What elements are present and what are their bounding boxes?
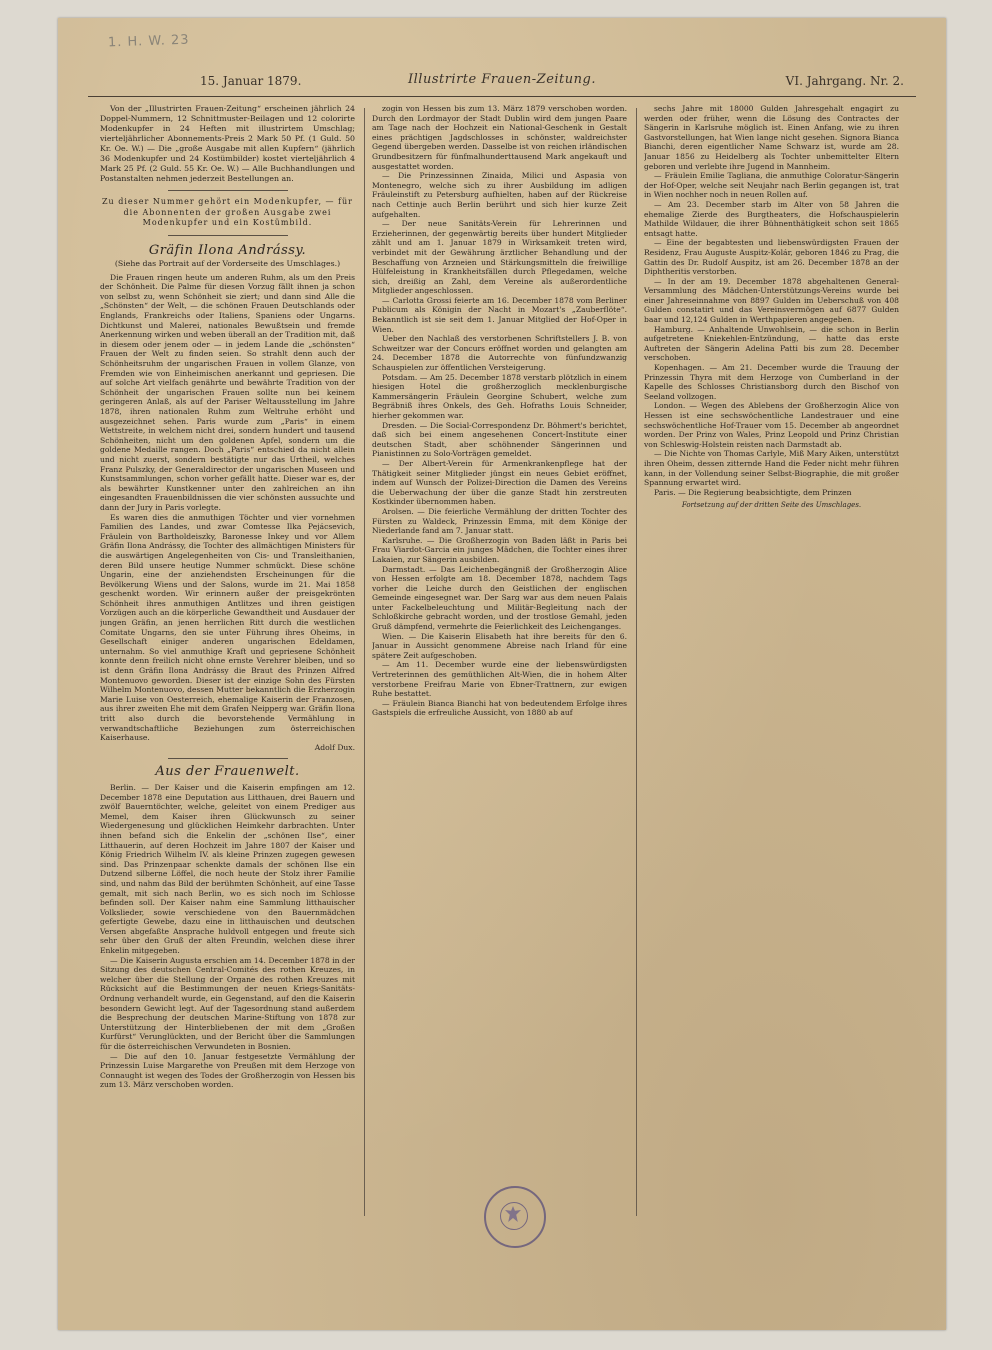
- news-paragraph: — Am 23. December starb im Alter von 58 Jahren die ehemalige Zierde des Burgtheaters, die Hofschauspielerin Mathilde Wildauer, die ihrer Bühnenthätigkeit schon seit 1865 entsagt hatte.: [644, 199, 899, 238]
- news-paragraph: — Die auf den 10. Januar festgesetzte Vermählung der Prinzessin Luise Margarethe von Preußen mit dem Herzoge von Connaught ist wegen des Todes der Großherzogin von Hessen bis zum 13. März verschoben worden.: [100, 1051, 355, 1090]
- news-paragraph: Arolsen. — Die feierliche Vermählung der dritten Tochter des Fürsten zu Waldeck, Prinzessin Emma, mit dem Könige der Niederlande fand am 7. Januar statt.: [372, 506, 627, 536]
- divider: [168, 758, 288, 759]
- column-3: [644, 104, 899, 1224]
- newspaper-page: [58, 18, 946, 1330]
- subscription-notice: Von der „Illustrirten Frauen-Zeitung“ erscheinen jährlich 24 Doppel-Nummern, 12 Schnittmuster-Beilagen und 12 colorirte Modenkupfer in 24 Heften mit illustrirtem Umschlag; vierteljährlicher Abonnements-Preis 2 Mark 50 Pf. (1 Guld. 50 Kr. Oe. W.) — Die „große Ausgabe mit allen Kupfern“ (jährlich 36 Modenkupfer und 24 Kostümbilder) kostet vierteljährlich 4 Mark 25 Pf. (2 Guld. 55 Kr. Oe. W.) — Alle Buchhandlungen und Postanstalten nehmen jederzeit Bestellungen an.: [100, 104, 355, 183]
- news-paragraph: Wien. — Die Kaiserin Elisabeth hat ihre bereits für den 6. Januar in Aussicht genommene Abreise nach Irland für eine spätere Zeit aufgeschoben.: [372, 631, 627, 660]
- column-1: [100, 104, 355, 1224]
- news-paragraph: Ueber den Nachlaß des verstorbenen Schriftstellers J. B. von Schweitzer war der Concurs eröffnet worden und gelangten am 24. December 1878 die Autorrechte von fünfundzwanzig Schauspielen zur öffentlichen Versteigerung.: [372, 334, 627, 373]
- continuation-note: Fortsetzung auf der dritten Seite des Umschlages.: [681, 501, 862, 510]
- news-paragraph: — Der Albert-Verein für Armenkrankenpflege hat der Thätigkeit seiner Mitglieder jüngst ein neues Gebiet eröffnet, indem auf Wunsch der Polizei-Direction die Damen des Vereins die Ueberwachung der über die ganze Stadt hin zerstreuten Kostkinder übernommen haben.: [372, 458, 627, 507]
- header-title: Illustrirte Frauen-Zeitung.: [408, 72, 596, 87]
- news-paragraph: — Carlotta Grossi feierte am 16. December 1878 vom Berliner Publicum als Königin der Nacht in Mozart's „Zauberflöte“. Bekanntlich ist sie seit dem 1. Januar Mitglied der Hof-Oper in Wien.: [372, 295, 627, 334]
- news-paragraph: — In der am 19. December 1878 abgehaltenen General-Versammlung des Mädchen-Unterstützungs-Vereins wurde bei einer Jahreseinnahme von 8897 Gulden im Ueberschuß von 408 Gulden constatirt und das Vereinsvermögen auf 6877 Gulden baar und 12,124 Gulden in Werthpapieren angegeben.: [644, 276, 899, 325]
- header-date: 15. Januar 1879.: [200, 74, 302, 88]
- news-paragraph: — Die Kaiserin Augusta erschien am 14. December 1878 in der Sitzung des deutschen Central-Comités des rothen Kreuzes, in welcher über die Stellung der Organe des rothen Kreuzes mit Rücksicht auf die Bestimmungen der neuen Kriegs-Sanitäts-Ordnung verhandelt wurde, ein Gegenstand, auf den die Kaiserin besondern Gewicht legt. Auf der Tagesordnung stand außerdem die Besprechung der deutschen Marine-Stiftung von 1878 zur Unterstützung der Hinterbliebenen der mit dem „Großen Kurfürst“ Verunglückten, und der Bericht über die Sammlungen für die österreichischen Verwundeten in Bosnien.: [100, 955, 355, 1051]
- news-paragraph: — Die Prinzessinnen Zinaida, Milici und Aspasia von Montenegro, welche sich zu ihrer Ausbildung im adligen Fräuleinstift zu Petersburg aufhielten, haben auf der Rückreise nach Cettinje auch Berlin berührt und sich hier kurze Zeit aufgehalten.: [372, 171, 627, 219]
- news-paragraph: — Am 11. December wurde eine der liebenswürdigsten Vertreterinnen des gemüthlichen Alt-Wien, die in hohem Alter verstorbene Freifrau Marie von Ebner-Trattnern, zur ewigen Ruhe bestattet.: [372, 660, 627, 699]
- header-rule: [88, 96, 916, 97]
- news-paragraph: Kopenhagen. — Am 21. December wurde die Trauung der Prinzessin Thyra mit dem Herzoge von Cumberland in der Kapelle des Schlosses Christiansborg durch den Bischof von Seeland vollzogen.: [644, 363, 899, 401]
- article-title: Gräfin Ilona Andrássy.: [148, 242, 307, 258]
- column-2: [372, 104, 627, 1224]
- column-divider: [636, 108, 637, 1216]
- header-issue: VI. Jahrgang. Nr. 2.: [785, 74, 904, 88]
- supplement-note: Zu dieser Nummer gehört ein Modenkupfer, — für die Abonnenten der großen Ausgabe zwei Modenkupfer und ein Kostümbild.: [101, 197, 354, 227]
- news-paragraph: — Fräulein Emilie Tagliana, die anmuthige Coloratur-Sängerin der Hof-Oper, welche seit Neujahr nach Berlin gegangen ist, trat in Wien nochher noch in neuen Rollen auf.: [644, 171, 899, 200]
- article-subtitle: (Siehe das Portrait auf der Vorderseite des Umschlages.): [114, 259, 341, 269]
- divider: [168, 235, 288, 236]
- news-paragraph: sechs Jahre mit 18000 Gulden Jahresgehalt engagirt zu werden oder früher, wenn die Lösung des Contractes der Sängerin in Karlsruhe möglich ist. Einen Anfang, wie zu ihren Gastvorstellungen, hat Wien lange nicht gesehen. Signora Bianca Bianchi, deren eigentlicher Name Schwarz ist, wurde am 28. Januar 1856 zu Heidelberg als Tochter unbemittelter Eltern geboren und verlebte ihre Jugend in Mannheim.: [644, 104, 899, 171]
- text-columns: [100, 104, 904, 1224]
- news-paragraph: Hamburg. — Anhaltende Unwohlsein, — die schon in Berlin aufgetretene Kniekehlen-Entzündung, — hatte das erste Auftreten der Sängerin Adelina Patti bis zum 28. December verschoben.: [644, 324, 899, 363]
- news-paragraph: Paris. — Die Regierung beabsichtigte, dem Prinzen: [654, 487, 852, 497]
- news-paragraph: zogin von Hessen bis zum 13. März 1879 verschoben worden. Durch den Lordmayor der Stadt Dublin wird dem jungen Paare am Tage nach der Hochzeit ein National-Geschenk in Gestalt eines prächtigen Jagdschlosses in schönster, waldreichster Gegend übergeben werden. Dasselbe ist von reichen irländischen Grundbesitzern für fünfmalhunderttausend Mark angekauft und ausgestattet worden.: [372, 104, 627, 171]
- page-header: [90, 62, 914, 92]
- news-paragraph: Berlin. — Der Kaiser und die Kaiserin empfingen am 12. December 1878 eine Deputation aus Litthauen, drei Bauern und zwölf Bauerntöchter, welche, geleitet von einem Prediger aus Memel, dem Kaiser ihren Glückwunsch zu seiner Wiedergenesung und glücklichen Heimkehr darbrachten. Unter ihnen befand sich die Enkelin der „schönen Ilse“, einer Litthauerin, auf deren Hochzeit im Jahre 1807 der Kaiser und König Friedrich Wilhelm IV. als kleine Prinzen zugegen gewesen sind. Das Prinzenpaar schenkte damals der schönen Ilse ein Dutzend silberne Löffel, die noch heute der Stolz ihrer Familie sind, und nahm das Bild der berühmten Schönheit, auf eine Tasse gemalt, mit sich nach Berlin, wo es sich noch im Schlosse befinden soll. Der Kaiser nahm eine Sammlung litthauischer Volkslieder, sowie verschiedene von den Bauernmädchen gefertigte Gewebe, dazu eine in litthauischen und deutschen Versen abgefaßte Ansprache huldvoll entgegen und freute sich sehr über den Gruß der alten Freundin, welchen diese ihrer Enkelin mitgegeben.: [100, 782, 355, 956]
- news-paragraph: Dresden. — Die Social-Correspondenz Dr. Böhmert's berichtet, daß sich bei einem angesehenen Concert-Institute einer deutschen Stadt, aber schöhnender Sängerinnen und Pianistinnen zu Solo-Vorträgen gemeldet.: [372, 420, 627, 459]
- news-paragraph: — Fräulein Bianca Bianchi hat von bedeutendem Erfolge ihres Gastspiels die erfreuliche Aussicht, von 1880 ab auf: [372, 698, 627, 718]
- section-title: Aus der Frauenwelt.: [155, 764, 300, 780]
- news-paragraph: — Eine der begabtesten und liebenswürdigsten Frauen der Residenz, Frau Auguste Auspitz-Kolár, geboren 1846 zu Prag, die Gattin des Dr. Rudolf Auspitz, ist am 26. December 1878 an der Diphtheritis verstorben.: [644, 238, 899, 277]
- pencil-archive-mark: 1. H. W. 23: [107, 32, 190, 51]
- divider: [168, 190, 288, 191]
- news-paragraph: Karlsruhe. — Die Großherzogin von Baden läßt in Paris bei Frau Viardot-Garcia ein junges Mädchen, die Tochter eines ihrer Lakaien, zur Sängerin ausbilden.: [372, 535, 627, 564]
- article-paragraph: Die Frauen ringen heute um anderen Ruhm, als um den Preis der Schönheit. Die Palme für diesen Vorzug fällt ihnen ja schon von selbst zu, wenn Schönheit sie ziert; und dann sind Alle die „Schönsten“ der Welt, — die schönen Frauen Deutschlands oder Englands, Frankreichs oder Italiens, Spaniens oder Ungarns. Dichtkunst und Malerei, nationales Bewußtsein und fremde Anerkennung wirken und weben überall an der Tradition mit, daß in diesem oder jenem oder — in jedem Lande die „schönsten“ Frauen der Welt zu finden seien. So strahlt denn auch der Schönheitsruhm der ungarischen Frauen in vollem Glanze, von Fremden wie von Einheimischen anerkannt und gepriesen. Die auf solche Art vielfach genährte und bewährte Tradition von der Schönheit der ungarischen Frauen sollte nun bei keinem geringeren Anlaß, als auf der Pariser Weltausstellung im Jahre 1878, ihren nationalen Ruhm zum Weltruhe erhöht und ausgezeichnet sehen. Paris wurde zum „Paris“ in einem Wettstreite, in welchem nicht drei, sondern hundert und tausend Schönheiten, nicht um den goldenen Apfel, sondern um die goldene Medaille rangen. Doch „Paris“ entschied da nicht allein und nicht zuerst, sondern bestätigte nur das Urtheil, welches Franz Pulszky, der Generaldirector der ungarischen Museen und Kunstsammlungen, schon vorher gefällt hatte. Dieser war es, der als bewährter Kunstkenner unter den zahlreichen an ihn eingesandten Frauenbildnissen die vier schönsten aussuchte und dann der Jury in Paris vorlegte.: [100, 272, 355, 512]
- news-paragraph: London. — Wegen des Ablebens der Großherzogin Alice von Hessen ist eine sechswöchentliche Landestrauer und eine sechswöchentliche Hof-Trauer vom 15. December ab angeordnet worden. Der Prinz von Wales, Prinz Leopold und Prinz Christian von Schleswig-Holstein reisten nach Darmstadt ab.: [644, 401, 899, 449]
- column-divider: [364, 108, 365, 1216]
- article-paragraph: Es waren dies die anmuthigen Töchter und vier vornehmen Familien des Landes, und zwar Comtesse Ilka Pejácsevich, Fräulein von Bartholdeiszky, Baronesse Inkey und vor Allem Gräfin Ilona Andrássy, die Tochter des allmächtigen Ministers für die auswärtigen Angelegenheiten von Cis- und Transleithanien, deren Bild unsere heutige Nummer schmückt. Diese schöne Ungarin, eine der anziehendsten Erscheinungen für die Bevölkerung Wiens und der Salons, wurde im 21. Mai 1858 geschenkt worden. Wir erinnern außer der preisgekrönten Schönheit ihres anmuthigen Antlitzes und ihren geistigen Vorzügen auch an die körperliche Gewandtheit und Ausdauer der jungen Gräfin, an jenen herrlichen Ritt durch die westlichen Comitate Ungarns, den sie unter Führung ihres Oheims, in Gesellschaft einiger anderen ungarischen Edeldamen, unternahm. So viel anmuthige Kraft und gepriesene Schönheit konnte denn freilich nicht ohne ernste Verehrer bleiben, und so ist denn Gräfin Ilona Andrássy die Braut des Prinzen Alfred Montenuovo geworden. Dieser ist der einzige Sohn des Fürsten Wilhelm Montenuovo, dessen Mutter bekanntlich die Erzherzogin Marie Luise von Oesterreich, ehemalige Kaiserin der Franzosen, aus ihrer zweiten Ehe mit dem Grafen Neipperg war. Gräfin Ilona tritt also durch die bevorstehende Vermählung in verwandtschaftliche Beziehungen zum österreichischen Kaiserhause.: [100, 512, 355, 743]
- news-paragraph: Darmstadt. — Das Leichenbegängniß der Großherzogin Alice von Hessen erfolgte am 18. December 1878, nachdem Tags vorher die Leiche durch den Geistlichen der englischen Gemeinde eingesegnet war. Der Sarg war aus dem neuen Palais unter Fackelbeleuchtung und Militär-Begleitung nach der Schloßkirche gebracht worden, und der trostlose Gemahl, jeden Gruß dämpfend, vermehrte die Feierlichkeit des Leichenganges.: [372, 564, 627, 632]
- news-paragraph: — Der neue Sanitäts-Verein für Lehrerinnen und Erzieherinnen, der gegenwärtig bereits über hundert Mitglieder zählt und am 1. Januar 1879 in Wirksamkeit treten wird, verbindet mit der Gewährung ärztlicher Behandlung und der Beschaffung von Arzneien und Stärkungsmitteln die freiwillige Hülfeleistung in Krankheitsfällen durch Pflegedamen, welche sich, dreißig an Zahl, dem Vereine als außerordentliche Mitglieder angeschlossen.: [372, 219, 627, 296]
- article-signature: Adolf Dux.: [314, 742, 355, 752]
- library-stamp: [484, 1186, 546, 1248]
- news-paragraph: — Die Nichte von Thomas Carlyle, Miß Mary Aiken, unterstützt ihren Oheim, dessen zitternde Hand die Feder nicht mehr führen kann, in der Vollendung seiner Selbst-Biographie, die mit großer Spannung erwartet wird.: [644, 449, 899, 488]
- news-paragraph: Potsdam. — Am 25. December 1878 verstarb plötzlich in einem hiesigen Hotel die großherzoglich mecklenburgische Kammersängerin Fräulein Georgine Schubert, welche zum Begräbniß ihres Onkels, des Geh. Hofraths Louis Schneider, hierher gekommen war.: [372, 372, 627, 420]
